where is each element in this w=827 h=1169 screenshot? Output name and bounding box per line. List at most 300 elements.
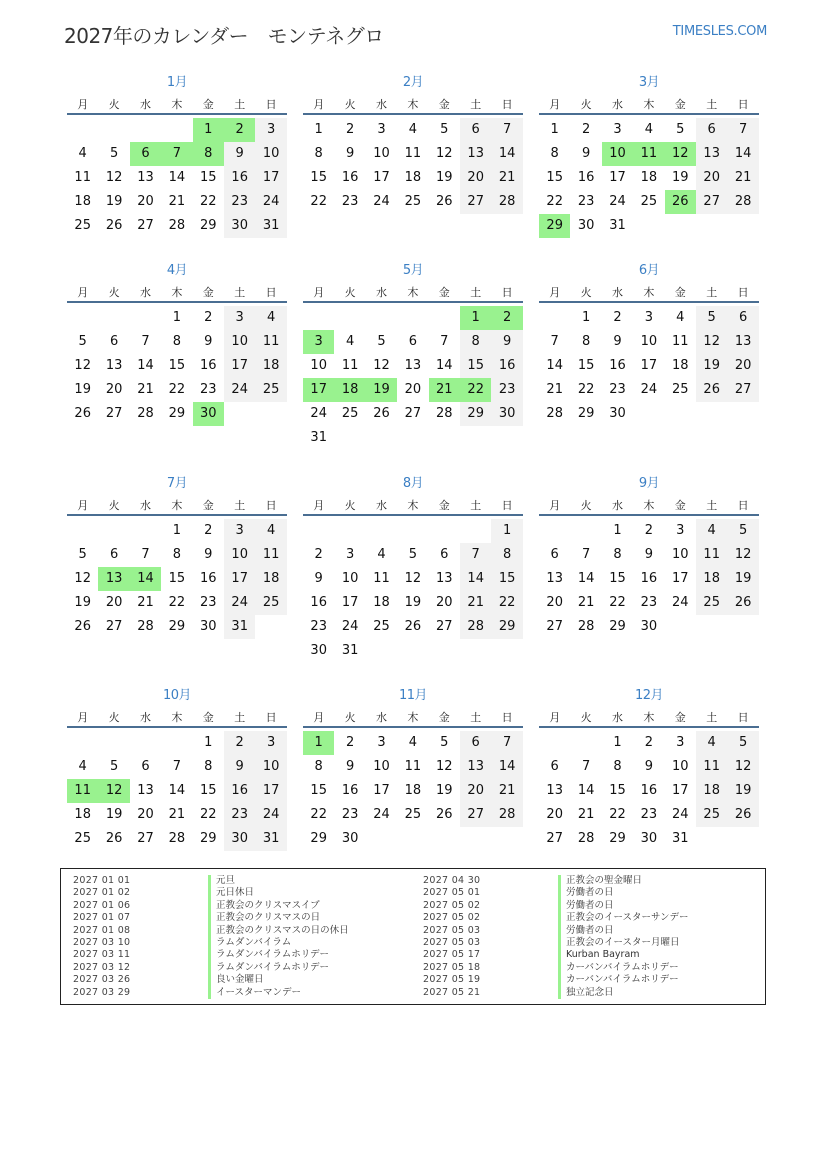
day-cell[interactable]: 19 <box>436 170 453 185</box>
day-cell[interactable]: 15 <box>491 567 522 591</box>
day-cell[interactable]: 22 <box>168 382 186 397</box>
day-cell[interactable]: 30 <box>640 831 658 846</box>
day-cell[interactable]: 29 <box>200 218 217 233</box>
day-cell[interactable]: 2 <box>581 122 591 137</box>
day-cell[interactable]: 14 <box>168 783 186 798</box>
day-cell[interactable]: 26 <box>436 194 453 209</box>
day-cell[interactable]: 22 <box>577 382 595 397</box>
day-cell[interactable]: 14 <box>577 571 595 586</box>
day-cell[interactable]: 28 <box>577 619 595 634</box>
day-cell[interactable]: 22 <box>546 194 563 209</box>
day-cell[interactable]: 30 <box>200 619 217 634</box>
day-cell[interactable]: 18 <box>255 567 286 591</box>
day-cell[interactable]: 18 <box>373 595 390 610</box>
day-cell[interactable]: 9 <box>345 146 355 161</box>
day-cell[interactable]: 6 <box>440 547 449 562</box>
holiday-day-cell[interactable]: 1 <box>460 306 491 330</box>
day-cell[interactable]: 15 <box>577 358 595 373</box>
day-cell[interactable]: 29 <box>168 619 186 634</box>
day-cell[interactable]: 2 <box>204 310 213 325</box>
holiday-day-cell[interactable]: 2 <box>491 306 522 330</box>
day-cell[interactable]: 16 <box>341 170 359 185</box>
day-cell[interactable]: 17 <box>255 166 286 190</box>
day-cell[interactable]: 7 <box>440 334 449 349</box>
day-cell[interactable]: 6 <box>460 118 491 142</box>
day-cell[interactable]: 23 <box>640 807 658 822</box>
day-cell[interactable]: 10 <box>255 755 286 779</box>
day-cell[interactable]: 10 <box>310 358 327 373</box>
day-cell[interactable]: 18 <box>74 807 91 822</box>
day-cell[interactable]: 14 <box>546 358 563 373</box>
day-cell[interactable]: 15 <box>168 358 186 373</box>
day-cell[interactable]: 13 <box>404 358 422 373</box>
day-cell[interactable]: 9 <box>491 330 522 354</box>
day-cell[interactable]: 8 <box>204 759 213 774</box>
day-cell[interactable]: 28 <box>491 803 522 827</box>
day-cell[interactable]: 20 <box>546 595 563 610</box>
day-cell[interactable]: 12 <box>373 358 390 373</box>
day-cell[interactable]: 6 <box>727 306 758 330</box>
day-cell[interactable]: 4 <box>696 519 727 543</box>
day-cell[interactable]: 25 <box>696 591 727 615</box>
day-cell[interactable]: 14 <box>168 170 186 185</box>
day-cell[interactable]: 15 <box>310 783 327 798</box>
day-cell[interactable]: 24 <box>609 194 626 209</box>
day-cell[interactable]: 20 <box>137 194 154 209</box>
day-cell[interactable]: 14 <box>491 755 522 779</box>
day-cell[interactable]: 4 <box>255 306 286 330</box>
day-cell[interactable]: 31 <box>255 214 286 238</box>
holiday-day-cell[interactable]: 11 <box>633 142 664 166</box>
day-cell[interactable]: 9 <box>204 334 213 349</box>
day-cell[interactable]: 27 <box>460 803 491 827</box>
day-cell[interactable]: 3 <box>377 735 386 750</box>
day-cell[interactable]: 3 <box>255 731 286 755</box>
day-cell[interactable]: 1 <box>172 523 182 538</box>
day-cell[interactable]: 17 <box>224 354 255 378</box>
day-cell[interactable]: 17 <box>373 170 390 185</box>
day-cell[interactable]: 1 <box>613 735 622 750</box>
day-cell[interactable]: 20 <box>105 595 123 610</box>
day-cell[interactable]: 9 <box>204 547 213 562</box>
day-cell[interactable]: 25 <box>74 831 91 846</box>
day-cell[interactable]: 23 <box>200 595 217 610</box>
day-cell[interactable]: 9 <box>224 142 255 166</box>
day-cell[interactable]: 14 <box>436 358 453 373</box>
day-cell[interactable]: 7 <box>460 543 491 567</box>
day-cell[interactable]: 15 <box>609 571 626 586</box>
day-cell[interactable]: 27 <box>460 190 491 214</box>
day-cell[interactable]: 28 <box>491 190 522 214</box>
day-cell[interactable]: 21 <box>137 595 154 610</box>
holiday-day-cell[interactable]: 22 <box>460 378 491 402</box>
day-cell[interactable]: 8 <box>581 334 591 349</box>
day-cell[interactable]: 30 <box>577 218 595 233</box>
holiday-day-cell[interactable]: 19 <box>366 378 397 402</box>
day-cell[interactable]: 13 <box>546 571 563 586</box>
day-cell[interactable]: 10 <box>672 547 689 562</box>
day-cell[interactable]: 4 <box>408 122 418 137</box>
holiday-day-cell[interactable]: 14 <box>130 567 161 591</box>
day-cell[interactable]: 18 <box>696 567 727 591</box>
day-cell[interactable]: 5 <box>676 122 685 137</box>
day-cell[interactable]: 6 <box>109 334 119 349</box>
day-cell[interactable]: 16 <box>609 358 626 373</box>
day-cell[interactable]: 20 <box>137 807 154 822</box>
holiday-day-cell[interactable]: 1 <box>193 118 224 142</box>
day-cell[interactable]: 28 <box>137 406 154 421</box>
day-cell[interactable]: 27 <box>137 831 154 846</box>
day-cell[interactable]: 26 <box>74 406 91 421</box>
day-cell[interactable]: 4 <box>676 310 685 325</box>
day-cell[interactable]: 3 <box>224 519 255 543</box>
day-cell[interactable]: 11 <box>696 755 727 779</box>
day-cell[interactable]: 1 <box>204 735 213 750</box>
day-cell[interactable]: 25 <box>255 591 286 615</box>
day-cell[interactable]: 6 <box>696 118 727 142</box>
day-cell[interactable]: 27 <box>105 406 123 421</box>
day-cell[interactable]: 18 <box>672 358 689 373</box>
holiday-day-cell[interactable]: 10 <box>602 142 633 166</box>
day-cell[interactable]: 8 <box>613 547 622 562</box>
day-cell[interactable]: 29 <box>200 831 217 846</box>
day-cell[interactable]: 10 <box>373 146 390 161</box>
day-cell[interactable]: 26 <box>74 619 91 634</box>
day-cell[interactable]: 4 <box>78 146 87 161</box>
day-cell[interactable]: 25 <box>255 378 286 402</box>
day-cell[interactable]: 10 <box>672 759 689 774</box>
day-cell[interactable]: 8 <box>491 543 522 567</box>
day-cell[interactable]: 27 <box>727 378 758 402</box>
day-cell[interactable]: 7 <box>141 334 150 349</box>
day-cell[interactable]: 2 <box>613 310 622 325</box>
day-cell[interactable]: 2 <box>345 122 355 137</box>
day-cell[interactable]: 11 <box>74 170 91 185</box>
day-cell[interactable]: 14 <box>460 567 491 591</box>
day-cell[interactable]: 24 <box>224 591 255 615</box>
holiday-day-cell[interactable]: 18 <box>334 378 365 402</box>
day-cell[interactable]: 7 <box>491 731 522 755</box>
day-cell[interactable]: 28 <box>460 615 491 639</box>
day-cell[interactable]: 25 <box>672 382 689 397</box>
day-cell[interactable]: 24 <box>255 803 286 827</box>
day-cell[interactable]: 24 <box>672 807 689 822</box>
day-cell[interactable]: 3 <box>613 122 622 137</box>
day-cell[interactable]: 15 <box>200 783 217 798</box>
day-cell[interactable]: 4 <box>345 334 355 349</box>
day-cell[interactable]: 16 <box>200 358 217 373</box>
day-cell[interactable]: 18 <box>404 170 422 185</box>
day-cell[interactable]: 3 <box>676 735 685 750</box>
day-cell[interactable]: 22 <box>200 194 217 209</box>
day-cell[interactable]: 21 <box>546 382 563 397</box>
day-cell[interactable]: 7 <box>581 759 591 774</box>
day-cell[interactable]: 21 <box>577 595 595 610</box>
day-cell[interactable]: 9 <box>644 759 654 774</box>
day-cell[interactable]: 15 <box>546 170 563 185</box>
day-cell[interactable]: 5 <box>727 731 758 755</box>
day-cell[interactable]: 29 <box>168 406 186 421</box>
holiday-day-cell[interactable]: 1 <box>303 731 334 755</box>
day-cell[interactable]: 10 <box>255 142 286 166</box>
day-cell[interactable]: 21 <box>491 779 522 803</box>
day-cell[interactable]: 28 <box>168 218 186 233</box>
day-cell[interactable]: 28 <box>168 831 186 846</box>
day-cell[interactable]: 31 <box>224 615 255 639</box>
day-cell[interactable]: 5 <box>727 519 758 543</box>
day-cell[interactable]: 11 <box>404 759 422 774</box>
day-cell[interactable]: 24 <box>310 406 327 421</box>
day-cell[interactable]: 19 <box>672 170 689 185</box>
day-cell[interactable]: 24 <box>373 194 390 209</box>
day-cell[interactable]: 7 <box>491 118 522 142</box>
day-cell[interactable]: 14 <box>137 358 154 373</box>
day-cell[interactable]: 4 <box>644 122 654 137</box>
day-cell[interactable]: 12 <box>404 571 422 586</box>
day-cell[interactable]: 13 <box>460 755 491 779</box>
day-cell[interactable]: 24 <box>341 619 359 634</box>
day-cell[interactable]: 9 <box>314 571 323 586</box>
day-cell[interactable]: 24 <box>224 378 255 402</box>
day-cell[interactable]: 23 <box>200 382 217 397</box>
day-cell[interactable]: 27 <box>696 190 727 214</box>
day-cell[interactable]: 26 <box>436 807 453 822</box>
day-cell[interactable]: 3 <box>255 118 286 142</box>
day-cell[interactable]: 11 <box>341 358 359 373</box>
day-cell[interactable]: 20 <box>436 595 453 610</box>
day-cell[interactable]: 20 <box>105 382 123 397</box>
day-cell[interactable]: 7 <box>550 334 559 349</box>
day-cell[interactable]: 13 <box>436 571 453 586</box>
day-cell[interactable]: 1 <box>314 122 323 137</box>
day-cell[interactable]: 19 <box>105 807 123 822</box>
day-cell[interactable]: 6 <box>141 759 150 774</box>
day-cell[interactable]: 2 <box>314 547 323 562</box>
site-brand[interactable]: TIMESLES.COM <box>672 24 767 39</box>
day-cell[interactable]: 30 <box>224 827 255 851</box>
day-cell[interactable]: 23 <box>341 807 359 822</box>
day-cell[interactable]: 25 <box>341 406 359 421</box>
day-cell[interactable]: 27 <box>436 619 453 634</box>
day-cell[interactable]: 16 <box>341 783 359 798</box>
day-cell[interactable]: 6 <box>550 547 559 562</box>
day-cell[interactable]: 26 <box>727 803 758 827</box>
holiday-day-cell[interactable]: 12 <box>98 779 129 803</box>
day-cell[interactable]: 5 <box>440 735 449 750</box>
day-cell[interactable]: 24 <box>672 595 689 610</box>
day-cell[interactable]: 7 <box>172 759 182 774</box>
day-cell[interactable]: 6 <box>550 759 559 774</box>
day-cell[interactable]: 11 <box>696 543 727 567</box>
day-cell[interactable]: 5 <box>78 334 87 349</box>
day-cell[interactable]: 5 <box>440 122 449 137</box>
day-cell[interactable]: 12 <box>727 755 758 779</box>
day-cell[interactable]: 20 <box>727 354 758 378</box>
holiday-day-cell[interactable]: 11 <box>67 779 98 803</box>
day-cell[interactable]: 3 <box>224 306 255 330</box>
day-cell[interactable]: 16 <box>491 354 522 378</box>
day-cell[interactable]: 5 <box>408 547 418 562</box>
day-cell[interactable]: 24 <box>255 190 286 214</box>
day-cell[interactable]: 9 <box>224 755 255 779</box>
day-cell[interactable]: 16 <box>310 595 327 610</box>
holiday-day-cell[interactable]: 7 <box>161 142 192 166</box>
day-cell[interactable]: 23 <box>491 378 522 402</box>
day-cell[interactable]: 30 <box>609 406 626 421</box>
day-cell[interactable]: 19 <box>696 354 727 378</box>
day-cell[interactable]: 4 <box>696 731 727 755</box>
day-cell[interactable]: 16 <box>224 166 255 190</box>
day-cell[interactable]: 19 <box>404 595 422 610</box>
day-cell[interactable]: 23 <box>640 595 658 610</box>
day-cell[interactable]: 28 <box>577 831 595 846</box>
day-cell[interactable]: 17 <box>640 358 658 373</box>
holiday-day-cell[interactable]: 21 <box>429 378 460 402</box>
day-cell[interactable]: 25 <box>404 807 422 822</box>
day-cell[interactable]: 29 <box>609 619 626 634</box>
day-cell[interactable]: 3 <box>345 547 355 562</box>
day-cell[interactable]: 4 <box>408 735 418 750</box>
day-cell[interactable]: 3 <box>644 310 654 325</box>
day-cell[interactable]: 11 <box>255 330 286 354</box>
day-cell[interactable]: 17 <box>609 170 626 185</box>
day-cell[interactable]: 13 <box>137 783 154 798</box>
day-cell[interactable]: 5 <box>109 146 119 161</box>
day-cell[interactable]: 23 <box>224 190 255 214</box>
day-cell[interactable]: 2 <box>345 735 355 750</box>
day-cell[interactable]: 20 <box>460 779 491 803</box>
day-cell[interactable]: 8 <box>550 146 559 161</box>
day-cell[interactable]: 22 <box>200 807 217 822</box>
day-cell[interactable]: 23 <box>310 619 327 634</box>
day-cell[interactable]: 11 <box>373 571 390 586</box>
day-cell[interactable]: 8 <box>314 759 323 774</box>
day-cell[interactable]: 31 <box>255 827 286 851</box>
day-cell[interactable]: 9 <box>345 759 355 774</box>
day-cell[interactable]: 15 <box>200 170 217 185</box>
day-cell[interactable]: 4 <box>78 759 87 774</box>
holiday-day-cell[interactable]: 29 <box>539 214 570 238</box>
day-cell[interactable]: 30 <box>224 214 255 238</box>
day-cell[interactable]: 24 <box>640 382 658 397</box>
holiday-day-cell[interactable]: 3 <box>303 330 334 354</box>
day-cell[interactable]: 20 <box>546 807 563 822</box>
day-cell[interactable]: 23 <box>224 803 255 827</box>
day-cell[interactable]: 19 <box>74 595 91 610</box>
day-cell[interactable]: 14 <box>727 142 758 166</box>
day-cell[interactable]: 12 <box>436 146 453 161</box>
day-cell[interactable]: 10 <box>373 759 390 774</box>
day-cell[interactable]: 19 <box>436 783 453 798</box>
day-cell[interactable]: 21 <box>577 807 595 822</box>
day-cell[interactable]: 28 <box>436 406 453 421</box>
day-cell[interactable]: 4 <box>377 547 386 562</box>
day-cell[interactable]: 15 <box>609 783 626 798</box>
day-cell[interactable]: 28 <box>727 190 758 214</box>
day-cell[interactable]: 11 <box>255 543 286 567</box>
day-cell[interactable]: 16 <box>224 779 255 803</box>
day-cell[interactable]: 2 <box>204 523 213 538</box>
day-cell[interactable]: 31 <box>609 218 626 233</box>
day-cell[interactable]: 26 <box>373 406 390 421</box>
day-cell[interactable]: 5 <box>109 759 119 774</box>
holiday-day-cell[interactable]: 13 <box>98 567 129 591</box>
day-cell[interactable]: 31 <box>341 643 359 658</box>
day-cell[interactable]: 17 <box>373 783 390 798</box>
day-cell[interactable]: 7 <box>727 118 758 142</box>
day-cell[interactable]: 28 <box>546 406 563 421</box>
day-cell[interactable]: 30 <box>491 402 522 426</box>
day-cell[interactable]: 7 <box>141 547 150 562</box>
holiday-day-cell[interactable]: 17 <box>303 378 334 402</box>
day-cell[interactable]: 18 <box>696 779 727 803</box>
day-cell[interactable]: 19 <box>727 567 758 591</box>
day-cell[interactable]: 5 <box>78 547 87 562</box>
day-cell[interactable]: 12 <box>105 170 123 185</box>
day-cell[interactable]: 19 <box>727 779 758 803</box>
day-cell[interactable]: 29 <box>310 831 327 846</box>
day-cell[interactable]: 6 <box>408 334 418 349</box>
day-cell[interactable]: 15 <box>168 571 186 586</box>
day-cell[interactable]: 21 <box>727 166 758 190</box>
day-cell[interactable]: 25 <box>74 218 91 233</box>
day-cell[interactable]: 22 <box>491 591 522 615</box>
day-cell[interactable]: 8 <box>314 146 323 161</box>
day-cell[interactable]: 21 <box>491 166 522 190</box>
day-cell[interactable]: 28 <box>137 619 154 634</box>
holiday-day-cell[interactable]: 6 <box>130 142 161 166</box>
day-cell[interactable]: 5 <box>377 334 386 349</box>
day-cell[interactable]: 2 <box>644 735 654 750</box>
day-cell[interactable]: 5 <box>696 306 727 330</box>
day-cell[interactable]: 29 <box>491 615 522 639</box>
day-cell[interactable]: 14 <box>491 142 522 166</box>
day-cell[interactable]: 1 <box>172 310 182 325</box>
day-cell[interactable]: 22 <box>609 807 626 822</box>
day-cell[interactable]: 18 <box>404 783 422 798</box>
day-cell[interactable]: 7 <box>581 547 591 562</box>
day-cell[interactable]: 14 <box>577 783 595 798</box>
day-cell[interactable]: 21 <box>168 807 186 822</box>
day-cell[interactable]: 12 <box>727 543 758 567</box>
day-cell[interactable]: 19 <box>74 382 91 397</box>
day-cell[interactable]: 12 <box>436 759 453 774</box>
day-cell[interactable]: 16 <box>640 571 658 586</box>
day-cell[interactable]: 27 <box>105 619 123 634</box>
day-cell[interactable]: 8 <box>172 334 182 349</box>
day-cell[interactable]: 1 <box>581 310 591 325</box>
day-cell[interactable]: 13 <box>696 142 727 166</box>
day-cell[interactable]: 10 <box>224 330 255 354</box>
day-cell[interactable]: 3 <box>676 523 685 538</box>
day-cell[interactable]: 15 <box>460 354 491 378</box>
day-cell[interactable]: 12 <box>74 571 91 586</box>
day-cell[interactable]: 11 <box>672 334 689 349</box>
day-cell[interactable]: 30 <box>341 831 359 846</box>
day-cell[interactable]: 17 <box>255 779 286 803</box>
day-cell[interactable]: 29 <box>609 831 626 846</box>
day-cell[interactable]: 23 <box>341 194 359 209</box>
day-cell[interactable]: 10 <box>640 334 658 349</box>
day-cell[interactable]: 1 <box>491 519 522 543</box>
day-cell[interactable]: 26 <box>105 831 123 846</box>
day-cell[interactable]: 11 <box>404 146 422 161</box>
day-cell[interactable]: 27 <box>137 218 154 233</box>
day-cell[interactable]: 21 <box>137 382 154 397</box>
day-cell[interactable]: 20 <box>460 166 491 190</box>
holiday-day-cell[interactable]: 26 <box>665 190 696 214</box>
day-cell[interactable]: 13 <box>105 358 123 373</box>
